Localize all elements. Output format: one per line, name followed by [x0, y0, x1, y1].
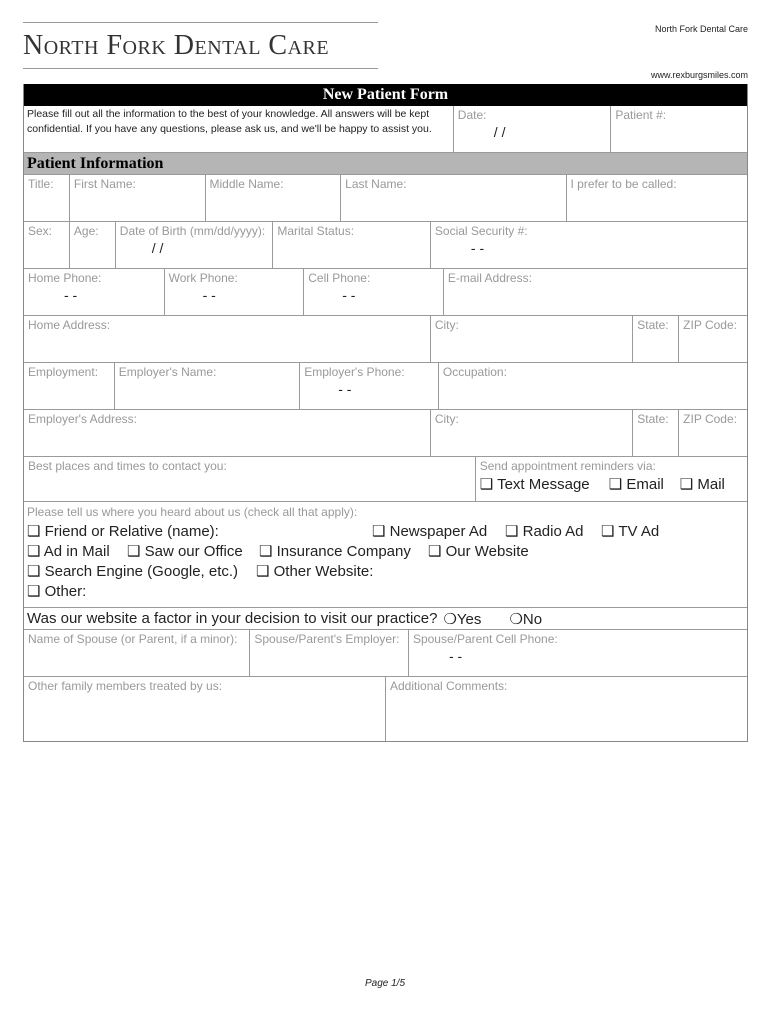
spouse-name-label: Name of Spouse (or Parent, if a minor): [28, 632, 238, 646]
employment-field[interactable] [24, 363, 114, 409]
employer-address-label: Employer's Address: [28, 412, 138, 426]
home-address-label: Home Address: [28, 318, 111, 332]
corner-website: www.rexburgsmiles.com [650, 70, 748, 80]
home-phone-field[interactable] [24, 269, 164, 315]
intro-text: Please fill out all the information to the best of your knowledge. All answers will be kept confidential. If you have any questions, please ask us, and we'll be happy to assist you. [27, 108, 432, 135]
spouse-cell-separators: - - [448, 648, 463, 664]
home-phone-separators: - - [64, 287, 78, 303]
comments-field[interactable] [385, 677, 747, 741]
employer-city-field[interactable] [430, 410, 632, 456]
city-label: City: [434, 318, 459, 332]
employer-phone-field[interactable] [299, 363, 438, 409]
spouse-cell-field[interactable] [408, 630, 747, 676]
employer-state-label: State: [637, 412, 669, 426]
first-name-field[interactable] [69, 175, 205, 221]
dob-separators: / / [151, 240, 164, 256]
sex-field[interactable] [24, 222, 69, 268]
home-address-field[interactable] [24, 316, 430, 362]
age-field[interactable] [69, 222, 115, 268]
email-field[interactable] [443, 269, 747, 315]
work-phone-separators: - - [202, 287, 216, 303]
form-title: New Patient Form [24, 84, 747, 106]
family-members-field[interactable] [24, 677, 385, 741]
ssn-field[interactable] [430, 222, 747, 268]
comments-label: Additional Comments: [390, 679, 508, 693]
cell-phone-separators: - - [342, 287, 356, 303]
zip-field[interactable] [678, 316, 747, 362]
ssn-label: Social Security #: [434, 224, 528, 238]
website-factor-no-radio[interactable]: ❍No [509, 610, 543, 628]
website-factor-question: Was our website a factor in your decision to visit our practice? [27, 610, 438, 627]
ssn-separators: - - [470, 240, 485, 256]
new-patient-form [23, 84, 748, 742]
referral-website-checkbox[interactable]: ❑ Our Website [428, 543, 529, 560]
dob-label: Date of Birth (mm/dd/yyyy): [119, 224, 266, 238]
referral-section [24, 502, 747, 607]
referral-search-engine-checkbox[interactable]: ❑ Search Engine (Google, etc.) [27, 563, 239, 580]
referral-tv-checkbox[interactable]: ❑ TV Ad [601, 523, 660, 540]
referral-other-website-checkbox[interactable]: ❑ Other Website: [256, 563, 374, 580]
date-field[interactable] [453, 106, 611, 152]
occupation-label: Occupation: [442, 365, 507, 379]
employer-address-field[interactable] [24, 410, 430, 456]
work-phone-field[interactable] [164, 269, 304, 315]
contact-times-field[interactable] [24, 457, 475, 501]
employer-name-field[interactable] [114, 363, 299, 409]
zip-label: ZIP Code: [683, 318, 737, 332]
state-field[interactable] [632, 316, 678, 362]
middle-name-field[interactable] [205, 175, 341, 221]
referral-friend-checkbox[interactable]: ❑ Friend or Relative (name): [27, 523, 219, 540]
state-label: State: [637, 318, 669, 332]
preferred-name-field[interactable] [566, 175, 747, 221]
title-field[interactable] [24, 175, 69, 221]
spouse-name-field[interactable] [24, 630, 249, 676]
referral-radio-checkbox[interactable]: ❑ Radio Ad [505, 523, 584, 540]
header-rule [23, 68, 378, 69]
family-members-label: Other family members treated by us: [28, 679, 223, 693]
referral-office-checkbox[interactable]: ❑ Saw our Office [127, 543, 243, 560]
spouse-employer-field[interactable] [249, 630, 408, 676]
reminder-text-checkbox[interactable]: ❑ Text Message [479, 476, 590, 493]
reminder-mail-checkbox[interactable]: ❑ Mail [679, 476, 725, 493]
home-phone-label: Home Phone: [28, 271, 102, 285]
employer-state-field[interactable] [632, 410, 678, 456]
date-separators: / / [493, 124, 506, 140]
reminder-options [475, 457, 747, 501]
age-label: Age: [73, 224, 99, 238]
contact-times-label: Best places and times to contact you: [28, 459, 227, 473]
spouse-employer-label: Spouse/Parent's Employer: [254, 632, 400, 646]
city-field[interactable] [430, 316, 632, 362]
cell-phone-field[interactable] [303, 269, 443, 315]
date-label: Date: [457, 108, 487, 122]
referral-insurance-checkbox[interactable]: ❑ Insurance Company [259, 543, 411, 560]
referral-newspaper-checkbox[interactable]: ❑ Newspaper Ad [372, 523, 488, 540]
brand-logo-text: North Fork Dental Care [23, 30, 330, 61]
employer-zip-field[interactable] [678, 410, 747, 456]
reminder-email-checkbox[interactable]: ❑ Email [608, 476, 664, 493]
corner-practice-name: North Fork Dental Care [654, 24, 748, 34]
employer-city-label: City: [434, 412, 459, 426]
last-name-label: Last Name: [345, 177, 407, 191]
cell-phone-label: Cell Phone: [308, 271, 371, 285]
website-factor-yes-radio[interactable]: ❍Yes [443, 610, 482, 628]
preferred-name-label: I prefer to be called: [570, 177, 677, 191]
occupation-field[interactable] [438, 363, 747, 409]
section-title-patient-info: Patient Information [24, 152, 747, 174]
page-number: Page 1/5 [364, 978, 406, 989]
work-phone-label: Work Phone: [168, 271, 238, 285]
first-name-label: First Name: [73, 177, 136, 191]
patient-number-field[interactable] [610, 106, 747, 152]
employer-phone-label: Employer's Phone: [304, 365, 405, 379]
employer-zip-label: ZIP Code: [683, 412, 737, 426]
website-factor-row [24, 610, 747, 628]
referral-other-checkbox[interactable]: ❑ Other: [27, 583, 87, 600]
employer-phone-separators: - - [338, 381, 352, 397]
employer-name-label: Employer's Name: [118, 365, 217, 379]
employment-label: Employment: [28, 365, 99, 379]
email-label: E-mail Address: [447, 271, 532, 285]
middle-name-label: Middle Name: [209, 177, 284, 191]
marital-status-label: Marital Status: [277, 224, 355, 238]
header-rule [23, 22, 378, 23]
last-name-field[interactable] [340, 175, 565, 221]
dob-field[interactable] [115, 222, 273, 268]
referral-label: Please tell us where you heard about us (check all that apply): [27, 505, 358, 519]
patient-number-label: Patient #: [615, 108, 667, 122]
marital-status-field[interactable] [272, 222, 430, 268]
title-label: Title: [28, 177, 54, 191]
reminder-label: Send appointment reminders via: [479, 459, 656, 473]
referral-mail-ad-checkbox[interactable]: ❑ Ad in Mail [27, 543, 110, 560]
spouse-cell-label: Spouse/Parent Cell Phone: [412, 632, 558, 646]
sex-label: Sex: [28, 224, 53, 238]
